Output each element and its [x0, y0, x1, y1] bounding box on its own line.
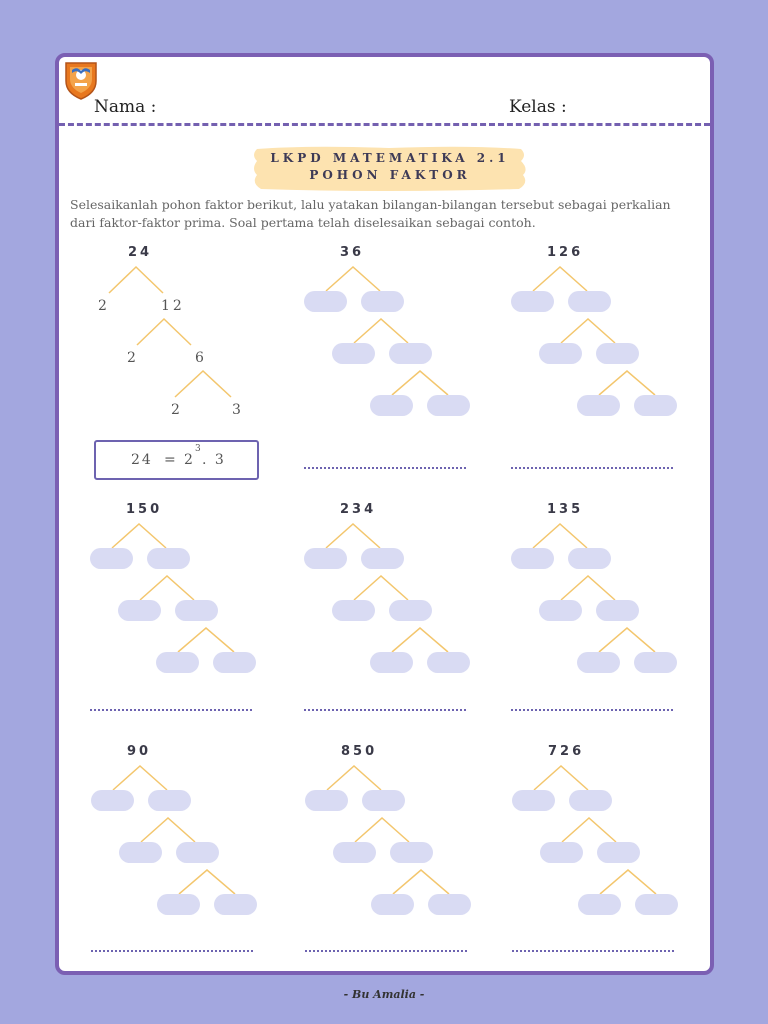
factor-input-oval[interactable] [568, 291, 611, 312]
answer-base: 2 [184, 452, 195, 468]
factor-input-oval[interactable] [539, 600, 582, 621]
factor-input-oval[interactable] [304, 291, 347, 312]
tree-root-number: 36 [340, 245, 365, 260]
factor-value: 2 [98, 298, 107, 314]
answer-line[interactable] [304, 467, 466, 469]
factor-input-oval[interactable] [634, 652, 677, 673]
answer-line[interactable] [90, 709, 252, 711]
answer-line[interactable] [511, 467, 673, 469]
factor-input-oval[interactable] [578, 894, 621, 915]
factor-input-oval[interactable] [370, 652, 413, 673]
factor-input-oval[interactable] [428, 894, 471, 915]
factor-input-oval[interactable] [156, 652, 199, 673]
answer-lhs: 24 [131, 452, 153, 468]
instructions: Selesaikanlah pohon faktor berikut, lalu yatakan bilangan-bilangan tersebut sebagai perkalian dari faktor-faktor prima. Soal pertama telah diselesaikan sebagai contoh. [70, 197, 671, 230]
factor-input-oval[interactable] [362, 790, 405, 811]
answer-line[interactable] [304, 709, 466, 711]
factor-tree-problem [512, 736, 712, 946]
factor-input-oval[interactable] [213, 652, 256, 673]
factor-input-oval[interactable] [389, 600, 432, 621]
tree-branches [91, 736, 291, 916]
factor-input-oval[interactable] [361, 548, 404, 569]
tree-root-number: 126 [547, 245, 584, 260]
title-line-2: POHON FAKTOR [309, 168, 471, 182]
name-label: Nama : [94, 97, 157, 117]
factor-input-oval[interactable] [332, 600, 375, 621]
header-divider [59, 123, 710, 126]
factor-tree-problem [90, 494, 290, 704]
tree-root-number: 726 [548, 744, 585, 759]
factor-tree-problem [511, 494, 711, 704]
factor-input-oval[interactable] [569, 790, 612, 811]
factor-input-oval[interactable] [371, 894, 414, 915]
factor-tree-problem [511, 237, 711, 447]
tree-root-number: 90 [127, 744, 152, 759]
tree-root-number: 24 [128, 245, 153, 260]
factor-input-oval[interactable] [427, 395, 470, 416]
factor-input-oval[interactable] [175, 600, 218, 621]
factor-input-oval[interactable] [390, 842, 433, 863]
title-line-1: LKPD MATEMATIKA 2.1 [270, 151, 510, 165]
factor-input-oval[interactable] [577, 395, 620, 416]
factor-input-oval[interactable] [577, 652, 620, 673]
factor-input-oval[interactable] [634, 395, 677, 416]
factor-input-oval[interactable] [148, 790, 191, 811]
factor-input-oval[interactable] [361, 291, 404, 312]
factor-input-oval[interactable] [147, 548, 190, 569]
factor-input-oval[interactable] [389, 343, 432, 364]
tree-branches [305, 736, 505, 916]
factor-input-oval[interactable] [568, 548, 611, 569]
factor-tree-problem [305, 736, 505, 946]
tree-branches [511, 237, 711, 417]
factor-input-oval[interactable] [427, 652, 470, 673]
factor-input-oval[interactable] [596, 600, 639, 621]
tree-root-number: 850 [341, 744, 378, 759]
factor-tree-problem [91, 736, 291, 946]
factor-input-oval[interactable] [304, 548, 347, 569]
factor-input-oval[interactable] [333, 842, 376, 863]
factor-input-oval[interactable] [214, 894, 257, 915]
tree-branches [511, 494, 711, 674]
answer-line[interactable] [91, 950, 253, 952]
answer-line[interactable] [511, 709, 673, 711]
tree-root-number: 135 [547, 502, 584, 517]
factor-value: 2 [127, 350, 136, 366]
factor-value: 3 [232, 402, 241, 418]
factor-input-oval[interactable] [119, 842, 162, 863]
factor-input-oval[interactable] [176, 842, 219, 863]
author-footer: - Bu Amalia - [343, 988, 425, 1001]
worksheet [55, 53, 714, 975]
class-label: Kelas : [509, 97, 567, 117]
tree-branches [59, 237, 259, 417]
factor-tree-problem [304, 494, 504, 704]
tree-branches [304, 494, 504, 674]
factor-input-oval[interactable] [539, 343, 582, 364]
factor-value: 6 [195, 350, 204, 366]
factor-input-oval[interactable] [511, 291, 554, 312]
tree-root-number: 234 [340, 502, 377, 517]
title-banner [249, 145, 531, 193]
factor-input-oval[interactable] [332, 343, 375, 364]
factor-input-oval[interactable] [118, 600, 161, 621]
factor-input-oval[interactable] [635, 894, 678, 915]
school-logo [63, 59, 99, 101]
answer-line[interactable] [305, 950, 467, 952]
factor-input-oval[interactable] [305, 790, 348, 811]
factor-input-oval[interactable] [512, 790, 555, 811]
factor-input-oval[interactable] [370, 395, 413, 416]
factor-input-oval[interactable] [157, 894, 200, 915]
factor-input-oval[interactable] [511, 548, 554, 569]
factor-input-oval[interactable] [91, 790, 134, 811]
tree-branches [304, 237, 504, 417]
factor-input-oval[interactable] [596, 343, 639, 364]
answer-rest: . 3 [202, 452, 226, 468]
factor-value: 12 [161, 298, 185, 314]
factor-input-oval[interactable] [540, 842, 583, 863]
example-answer-box [94, 440, 259, 480]
factor-input-oval[interactable] [597, 842, 640, 863]
tree-branches [512, 736, 712, 916]
factor-input-oval[interactable] [90, 548, 133, 569]
answer-exponent: 3 [195, 444, 203, 454]
factor-value: 2 [171, 402, 180, 418]
tree-root-number: 150 [126, 502, 163, 517]
answer-equals: = [164, 452, 178, 468]
factor-tree-problem [304, 237, 504, 447]
answer-line[interactable] [512, 950, 674, 952]
tree-branches [90, 494, 290, 674]
